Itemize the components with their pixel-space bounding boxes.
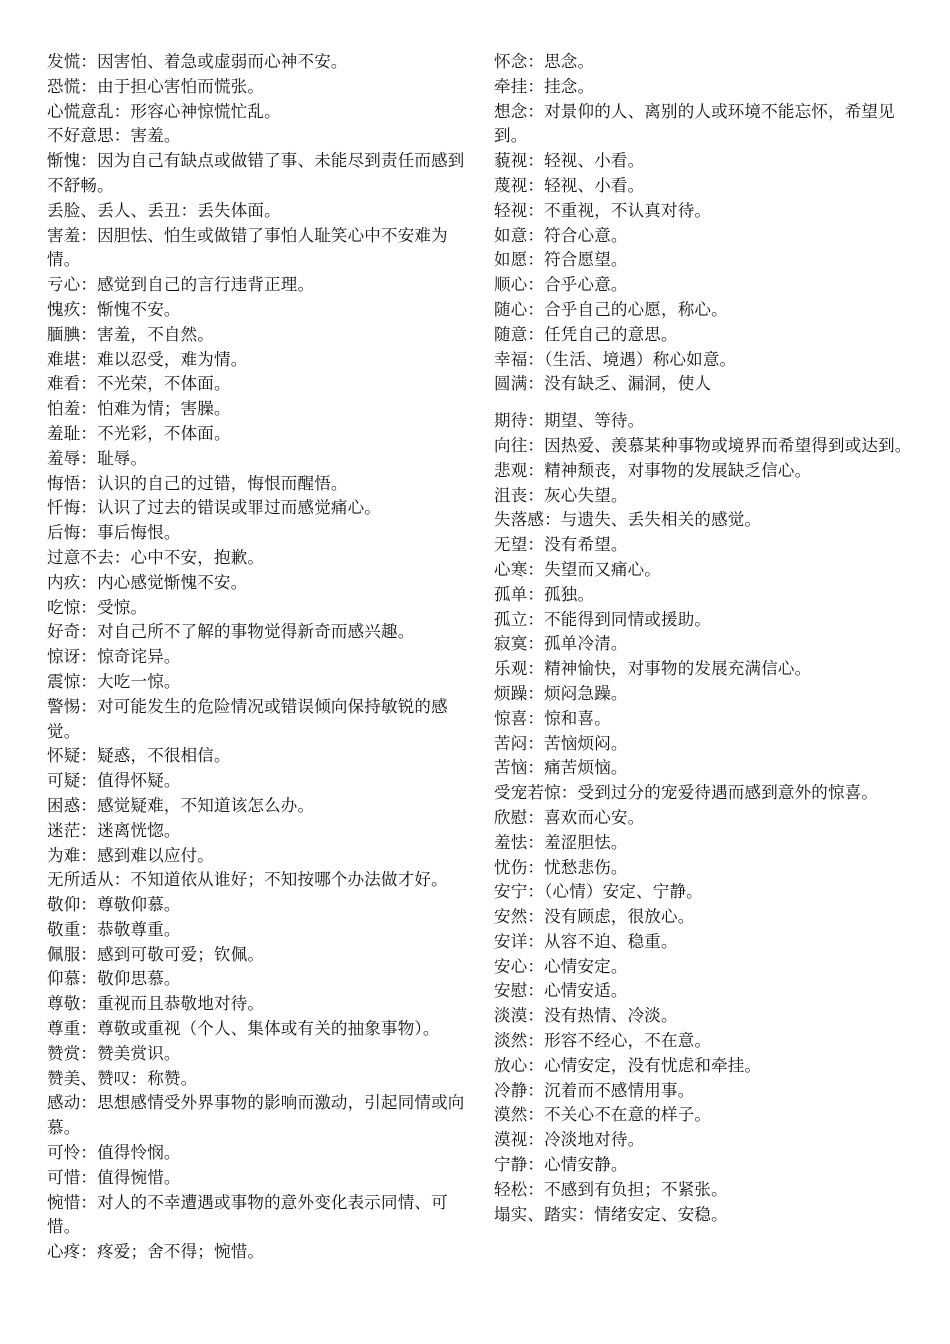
definition-entry: 忏悔：认识了过去的错误或罪过而感觉痛心。 [47, 498, 381, 518]
definition-entry: 难堪：难以忍受，难为情。 [47, 349, 248, 369]
definition-entry: 吃惊：受惊。 [47, 597, 148, 617]
definition-entry: 敬重：恭敬尊重。 [47, 919, 181, 939]
definition-entry: 孤立：不能得到同情或援助。 [494, 609, 712, 629]
definition-entry: 后悔：事后悔恨。 [47, 523, 181, 543]
right-column [494, 50, 912, 1227]
definition-entry: 惊喜：惊和喜。 [494, 708, 611, 728]
definition-entry: 忧伤：忧愁悲伤。 [494, 857, 628, 877]
definition-entry: 安详：从容不迫、稳重。 [494, 931, 678, 951]
definition-entry: 放心：心情安定，没有忧虑和牵挂。 [494, 1055, 762, 1075]
definition-entry: 安然：没有顾虑，很放心。 [494, 907, 695, 927]
definition-entry: 尊重：尊敬或重视（个人、集体或有关的抽象事物）。 [47, 1019, 440, 1039]
definition-entry: 羞辱：耻辱。 [47, 448, 148, 468]
definition-entry: 淡漠：没有热情、冷淡。 [494, 1006, 678, 1026]
definition-entry: 赞美、赞叹：称赞。 [47, 1068, 198, 1088]
definition-entry: 轻松：不感到有负担；不紧张。 [494, 1179, 728, 1199]
definition-entry: 孤单：孤独。 [494, 584, 595, 604]
definition-entry: 向往：因热爱、羡慕某种事物或境界而希望得到或达到。 [494, 435, 912, 455]
definition-entry: 淡然：形容不经心，不在意。 [494, 1031, 712, 1051]
definition-entry: 惋惜：对人的不幸遭遇或事物的意外变化表示同情、可惜。 [47, 1192, 448, 1237]
definition-entry: 寂寞：孤单冷清。 [494, 634, 628, 654]
definition-entry: 不好意思：害羞。 [47, 126, 181, 146]
definition-entry: 随心：合乎自己的心愿，称心。 [494, 299, 728, 319]
definition-entry: 敬仰：尊敬仰慕。 [47, 895, 181, 915]
definition-entry: 蔑视：轻视、小看。 [494, 175, 645, 195]
definition-entry: 羞怯：羞涩胆怯。 [494, 832, 628, 852]
definition-entry: 藐视：轻视、小看。 [494, 151, 645, 171]
definition-entry: 可怜：值得怜悯。 [47, 1143, 181, 1163]
definition-entry: 欣慰：喜欢而心安。 [494, 807, 645, 827]
definition-entry: 迷茫：迷离恍惚。 [47, 820, 181, 840]
definition-entry: 乐观：精神愉快，对事物的发展充满信心。 [494, 659, 812, 679]
definition-entry: 怕羞：怕难为情；害臊。 [47, 399, 231, 419]
definition-entry: 圆满：没有缺乏、漏洞，使人 [494, 374, 712, 394]
definition-entry: 安慰：心情安适。 [494, 981, 628, 1001]
definition-entry: 顺心：合乎心意。 [494, 275, 628, 295]
definition-entry: 想念：对景仰的人、离别的人或环境不能忘怀，希望见到。 [494, 101, 895, 146]
definition-entry: 牵挂：挂念。 [494, 76, 595, 96]
definition-entry: 漠视：冷淡地对待。 [494, 1130, 645, 1150]
definition-entry: 随意：任凭自己的意思。 [494, 324, 678, 344]
definition-entry: 悔悟：认识的自己的过错，悔恨而醒悟。 [47, 473, 348, 493]
definition-entry: 无望：没有希望。 [494, 535, 628, 555]
definition-entry: 心疼：疼爱；舍不得；惋惜。 [47, 1242, 265, 1262]
definition-entry: 可疑：值得怀疑。 [47, 771, 181, 791]
definition-entry: 为难：感到难以应付。 [47, 845, 214, 865]
definition-entry: 警惕：对可能发生的危险情况或错误倾向保持敏锐的感觉。 [47, 696, 448, 741]
definition-entry: 苦闷：苦恼烦闷。 [494, 733, 628, 753]
definition-entry: 无所适从：不知道依从谁好；不知按哪个办法做才好。 [47, 870, 448, 890]
definition-entry: 可惜：值得惋惜。 [47, 1167, 181, 1187]
definition-entry: 沮丧：灰心失望。 [494, 485, 628, 505]
definition-entry: 惭愧：因为自己有缺点或做错了事、未能尽到责任而感到不舒畅。 [47, 151, 465, 195]
definition-entry: 烦躁：烦闷急躁。 [494, 683, 628, 703]
definition-entry: 赞赏：赞美赏识。 [47, 1043, 181, 1063]
definition-entry: 丢脸、丢人、丢丑：丢失体面。 [47, 200, 281, 220]
definition-entry: 安宁：（心情）安定、宁静。 [494, 882, 703, 902]
definition-entry: 漠然：不关心不在意的样子。 [494, 1105, 712, 1125]
definition-entry: 震惊：大吃一惊。 [47, 671, 181, 691]
definition-entry: 心寒：失望而又痛心。 [494, 559, 661, 579]
definition-entry: 如意：符合心意。 [494, 225, 628, 245]
definition-entry: 悲观：精神颓丧，对事物的发展缺乏信心。 [494, 460, 812, 480]
definition-entry: 内疚：内心感觉惭愧不安。 [47, 572, 248, 592]
definition-entry: 愧疚：惭愧不安。 [47, 299, 181, 319]
definition-entry: 尊敬：重视而且恭敬地对待。 [47, 994, 265, 1014]
definition-entry: 安心：心情安定。 [494, 956, 628, 976]
definition-entry: 害羞：因胆怯、怕生或做错了事怕人耻笑心中不安难为情。 [47, 225, 448, 270]
definition-entry: 羞耻：不光彩，不体面。 [47, 423, 231, 443]
definition-entry: 宁静：心情安静。 [494, 1155, 628, 1175]
left-column [47, 50, 471, 1265]
definition-entry: 怀疑：疑惑，不很相信。 [47, 746, 231, 766]
definition-entry: 感动：思想感情受外界事物的影响而激动，引起同情或向慕。 [47, 1093, 465, 1138]
definition-entry: 惊讶：惊奇诧异。 [47, 647, 181, 667]
definition-entry: 佩服：感到可敬可爱；钦佩。 [47, 944, 265, 964]
definition-entry: 怀念：思念。 [494, 52, 595, 71]
definition-entry: 好奇：对自己所不了解的事物觉得新奇而感兴趣。 [47, 622, 415, 642]
definition-entry: 苦恼：痛苦烦恼。 [494, 758, 628, 778]
definition-entry: 期待：期望、等待。 [494, 411, 645, 431]
definition-entry: 轻视：不重视，不认真对待。 [494, 200, 712, 220]
definition-entry: 冷静：沉着而不感情用事。 [494, 1080, 695, 1100]
definition-entry: 难看：不光荣，不体面。 [47, 374, 231, 394]
definition-entry: 恐慌：由于担心害怕而慌张。 [47, 76, 265, 96]
definition-entry: 幸福：（生活、境遇）称心如意。 [494, 349, 737, 369]
definition-entry: 如愿：符合愿望。 [494, 250, 628, 270]
definition-entry: 仰慕：敬仰思慕。 [47, 969, 181, 989]
definition-entry: 失落感：与遗失、丢失相关的感觉。 [494, 510, 762, 530]
definition-entry: 发慌：因害怕、着急或虚弱而心神不安。 [47, 52, 348, 71]
definition-entry: 困惑：感觉疑难，不知道该怎么办。 [47, 795, 315, 815]
definition-entry: 受宠若惊：受到过分的宠爱待遇而感到意外的惊喜。 [494, 783, 879, 803]
definition-entry: 过意不去：心中不安，抱歉。 [47, 547, 265, 567]
definition-entry: 腼腆：害羞，不自然。 [47, 324, 214, 344]
definition-entry: 塌实、踏实：情绪安定、安稳。 [494, 1204, 728, 1224]
definition-entry: 心慌意乱：形容心神惊慌忙乱。 [47, 101, 281, 121]
definition-entry: 亏心：感觉到自己的言行违背正理。 [47, 275, 315, 295]
